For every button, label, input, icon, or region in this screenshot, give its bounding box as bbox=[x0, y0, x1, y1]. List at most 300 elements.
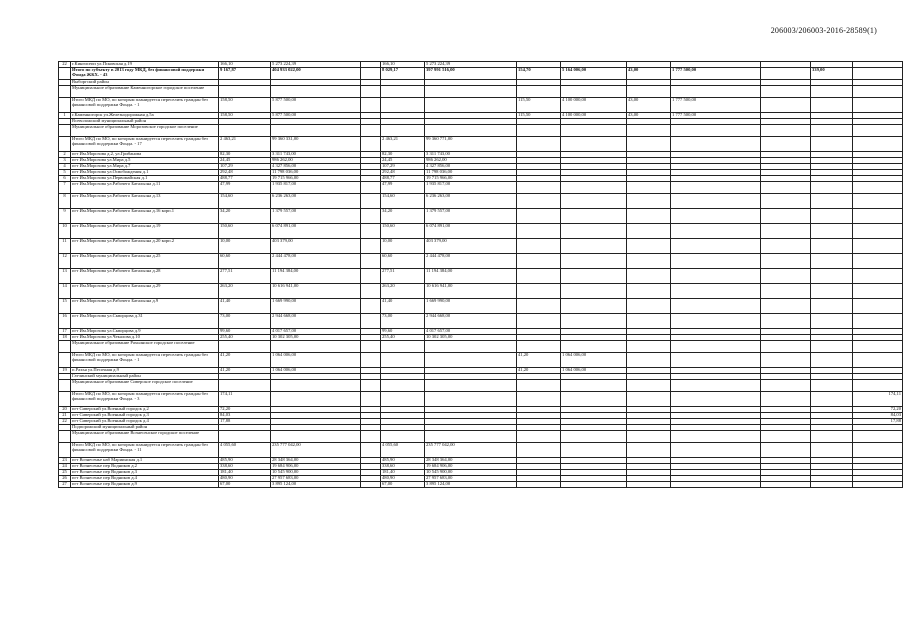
area-col6 bbox=[853, 482, 903, 488]
area-col3 bbox=[517, 137, 561, 152]
table-row bbox=[59, 284, 903, 299]
area-col2: 292,48 bbox=[381, 170, 425, 176]
address-cell: пгт Им.Морозова ул.Чекалова д.10 bbox=[71, 335, 219, 341]
area-col3: 41,20 bbox=[517, 368, 561, 374]
area-total: 67,00 bbox=[219, 482, 271, 488]
row-number: 25 bbox=[59, 470, 71, 476]
area-total bbox=[219, 341, 271, 353]
empty-cell bbox=[361, 392, 381, 407]
cost-col2: 3 311 743,00 bbox=[425, 152, 517, 158]
area-col2: 82,30 bbox=[381, 152, 425, 158]
table-row bbox=[59, 431, 903, 443]
area-col5 bbox=[811, 482, 853, 488]
area-total: 263,20 bbox=[219, 284, 271, 299]
row-number: 22 bbox=[59, 62, 71, 68]
area-col6 bbox=[853, 209, 903, 224]
cost-col3 bbox=[561, 137, 627, 152]
table-row bbox=[59, 209, 903, 224]
cost-col2: 5 273 224,39 bbox=[425, 62, 517, 68]
area-col2: 2 463,21 bbox=[381, 137, 425, 152]
area-col4: 43,00 bbox=[627, 68, 671, 80]
area-col6 bbox=[853, 254, 903, 269]
table-row bbox=[59, 68, 903, 80]
area-total: 10,00 bbox=[219, 239, 271, 254]
address-cell: п.Рахья ул.Песочная д.9 bbox=[71, 368, 219, 374]
address-cell: пгт Им.Морозова ул.Рабочего Батальона д.28 bbox=[71, 269, 219, 284]
area-col6 bbox=[853, 380, 903, 392]
address-cell: пгт Им.Морозова ул.Мира д.7 bbox=[71, 164, 219, 170]
table-row bbox=[59, 254, 903, 269]
cost-col2 bbox=[425, 98, 517, 113]
table-row bbox=[59, 182, 903, 194]
area-col6 bbox=[853, 182, 903, 194]
row-number bbox=[59, 125, 71, 137]
table-row bbox=[59, 224, 903, 239]
area-total: 41,40 bbox=[219, 299, 271, 314]
area-col4 bbox=[627, 353, 671, 368]
empty-cell bbox=[361, 125, 381, 137]
cost-total bbox=[271, 380, 361, 392]
cost-col4 bbox=[671, 182, 761, 194]
area-col2: 10,00 bbox=[381, 239, 425, 254]
area-total: 72,20 bbox=[219, 407, 271, 413]
area-col2: 485,90 bbox=[381, 458, 425, 464]
area-col5 bbox=[811, 137, 853, 152]
area-col4 bbox=[627, 224, 671, 239]
row-number: 17 bbox=[59, 329, 71, 335]
row-number: 3 bbox=[59, 158, 71, 164]
cost-col4 bbox=[671, 341, 761, 353]
cost-col2: 2 944 668,00 bbox=[425, 314, 517, 329]
cost-total: 1 379 557,00 bbox=[271, 209, 361, 224]
cost-total bbox=[271, 125, 361, 137]
row-number: 10 bbox=[59, 224, 71, 239]
cost-total: 235 777 042,00 bbox=[271, 443, 361, 458]
row-number: 1 bbox=[59, 113, 71, 119]
table-row bbox=[59, 353, 903, 368]
empty-cell bbox=[761, 380, 811, 392]
area-col5 bbox=[811, 380, 853, 392]
cost-total: 403 379,00 bbox=[271, 239, 361, 254]
row-number: 22 bbox=[59, 419, 71, 425]
cost-col2: 1 935 817,00 bbox=[425, 182, 517, 194]
cost-col2 bbox=[425, 125, 517, 137]
cost-col2: 99 360 771,00 bbox=[425, 137, 517, 152]
cost-total: 1 064 006,00 bbox=[271, 368, 361, 374]
address-cell: Гатчинский муниципальный район bbox=[71, 374, 219, 380]
area-col2: 277,51 bbox=[381, 269, 425, 284]
cost-total bbox=[271, 392, 361, 407]
cost-total bbox=[271, 86, 361, 98]
table-body bbox=[59, 62, 903, 488]
empty-cell bbox=[761, 254, 811, 269]
area-total: 2 463,21 bbox=[219, 137, 271, 152]
area-col5 bbox=[811, 299, 853, 314]
row-number: 4 bbox=[59, 164, 71, 170]
empty-cell bbox=[361, 299, 381, 314]
cost-col4 bbox=[671, 254, 761, 269]
table-row bbox=[59, 239, 903, 254]
area-col6: 174,11 bbox=[853, 392, 903, 407]
cost-col3: 4 100 000,00 bbox=[561, 98, 627, 113]
address-cell: пгт Им.Морозова ул.Рабочего Батальона д.13 bbox=[71, 194, 219, 209]
address-cell: пгт Им.Морозова ул.Рабочего Батальона д.9 bbox=[71, 299, 219, 314]
empty-cell bbox=[761, 353, 811, 368]
cost-col3 bbox=[561, 125, 627, 137]
table-row bbox=[59, 269, 903, 284]
area-col6 bbox=[853, 431, 903, 443]
cost-col3 bbox=[561, 314, 627, 329]
table-row bbox=[59, 392, 903, 407]
cost-col3 bbox=[561, 269, 627, 284]
area-col3: 115,50 bbox=[517, 113, 561, 119]
row-number: 9 bbox=[59, 209, 71, 224]
cost-col3 bbox=[561, 86, 627, 98]
area-col3 bbox=[517, 224, 561, 239]
area-col4 bbox=[627, 299, 671, 314]
cost-col3 bbox=[561, 224, 627, 239]
area-total: 60,60 bbox=[219, 254, 271, 269]
resettlement-table bbox=[58, 61, 903, 488]
address-cell: пгт Им.Морозова ул.Рабочего Батальона д.20 корп.2 bbox=[71, 239, 219, 254]
area-total: 488,77 bbox=[219, 176, 271, 182]
address-cell: пгт Им.Морозова ул.Мира д.5 bbox=[71, 158, 219, 164]
address-cell: пгт Им.Морозова д.2, ул.Грибанова bbox=[71, 152, 219, 158]
empty-cell bbox=[361, 380, 381, 392]
cost-total: 986 262,00 bbox=[271, 158, 361, 164]
cost-col4 bbox=[671, 431, 761, 443]
area-total: 41,20 bbox=[219, 353, 271, 368]
address-cell: пгт Им.Морозова ул.Первомайская д.1 bbox=[71, 176, 219, 182]
empty-cell bbox=[761, 182, 811, 194]
area-col2: 338,60 bbox=[381, 464, 425, 470]
area-col4 bbox=[627, 125, 671, 137]
area-col2: 107,29 bbox=[381, 164, 425, 170]
area-total bbox=[219, 380, 271, 392]
row-number: 7 bbox=[59, 182, 71, 194]
address-cell: пгт Им.Морозова ул.Скворцова д.9 bbox=[71, 329, 219, 335]
cost-col3 bbox=[561, 299, 627, 314]
row-number bbox=[59, 98, 71, 113]
document-id: 206003/206003-2016-28589(1) bbox=[770, 26, 877, 35]
area-col5 bbox=[811, 269, 853, 284]
area-col4 bbox=[627, 314, 671, 329]
empty-cell bbox=[761, 68, 811, 80]
empty-cell bbox=[361, 194, 381, 209]
cost-col2: 10 545 900,00 bbox=[425, 470, 517, 476]
area-col4: 43,00 bbox=[627, 98, 671, 113]
cost-col2: 10 616 941,00 bbox=[425, 284, 517, 299]
area-total: 47,99 bbox=[219, 182, 271, 194]
address-cell: Итого МКД по МО, по которым планируется переселить граждан без финансовой поддержки Фонда. - 1 bbox=[71, 353, 219, 368]
area-col5 bbox=[811, 254, 853, 269]
area-col2: 154,60 bbox=[381, 194, 425, 209]
cost-col3 bbox=[561, 431, 627, 443]
empty-cell bbox=[761, 314, 811, 329]
table-row bbox=[59, 314, 903, 329]
area-col2 bbox=[381, 392, 425, 407]
area-col5 bbox=[811, 209, 853, 224]
address-cell: г.Кингисепп ул.Псковская д.19 bbox=[71, 62, 219, 68]
row-number bbox=[59, 443, 71, 458]
cost-col4 bbox=[671, 482, 761, 488]
cost-col3 bbox=[561, 482, 627, 488]
cost-total: 1 064 006,00 bbox=[271, 353, 361, 368]
table-row bbox=[59, 341, 903, 353]
area-col5 bbox=[811, 239, 853, 254]
area-col6 bbox=[853, 341, 903, 353]
cost-col2: 4 017 657,00 bbox=[425, 329, 517, 335]
area-total: 41,20 bbox=[219, 368, 271, 374]
address-cell: Итого МКД по МО, по которым планируется переселить граждан без финансовой поддержки Фонда. - 3 bbox=[71, 392, 219, 407]
empty-cell bbox=[761, 137, 811, 152]
area-col2 bbox=[381, 431, 425, 443]
area-total bbox=[219, 86, 271, 98]
cost-total: 1 669 990,00 bbox=[271, 299, 361, 314]
area-col3 bbox=[517, 482, 561, 488]
cost-total: 10 302 305,00 bbox=[271, 335, 361, 341]
address-cell: пгт Им.Морозова ул.Рабочего Батальона д.25 bbox=[71, 254, 219, 269]
area-col2 bbox=[381, 341, 425, 353]
empty-cell bbox=[761, 269, 811, 284]
empty-cell bbox=[761, 194, 811, 209]
area-col5 bbox=[811, 86, 853, 98]
row-number bbox=[59, 380, 71, 392]
area-col6 bbox=[853, 137, 903, 152]
area-col5 bbox=[811, 284, 853, 299]
cost-col3 bbox=[561, 254, 627, 269]
cost-col4 bbox=[671, 353, 761, 368]
address-cell: пгт Вознесенье наб Мариинская д.1 bbox=[71, 458, 219, 464]
area-col4 bbox=[627, 194, 671, 209]
area-col3 bbox=[517, 182, 561, 194]
area-col2: 181,40 bbox=[381, 470, 425, 476]
empty-cell bbox=[361, 224, 381, 239]
area-col6 bbox=[853, 284, 903, 299]
address-cell: пгт Вознесенье пер Водников д.9 bbox=[71, 482, 219, 488]
area-col6 bbox=[853, 269, 903, 284]
cost-col4 bbox=[671, 137, 761, 152]
area-col2: 263,20 bbox=[381, 284, 425, 299]
cost-total: 99 360 331,00 bbox=[271, 137, 361, 152]
empty-cell bbox=[761, 443, 811, 458]
area-total: 9 167,87 bbox=[219, 68, 271, 80]
cost-col3: 1 064 006,00 bbox=[561, 368, 627, 374]
address-cell: Муниципальное образование Каменногорское городское поселение bbox=[71, 86, 219, 98]
area-col3 bbox=[517, 314, 561, 329]
cost-col2: 11 194 384,00 bbox=[425, 269, 517, 284]
address-cell: пгт Сиверский ул.Военный городок д.3 bbox=[71, 413, 219, 419]
address-cell: Всеволожский муниципальный район bbox=[71, 119, 219, 125]
address-cell: Итого МКД по МО, по которым планируется переселить граждан без финансовой поддержки Фонда. - 17 bbox=[71, 137, 219, 152]
row-number: 6 bbox=[59, 176, 71, 182]
row-number bbox=[59, 353, 71, 368]
area-col4 bbox=[627, 137, 671, 152]
cost-col2: 19 684 906,00 bbox=[425, 464, 517, 470]
area-col3 bbox=[517, 269, 561, 284]
area-col2: 24,45 bbox=[381, 158, 425, 164]
cost-total: 1 935 817,00 bbox=[271, 182, 361, 194]
row-number: 16 bbox=[59, 314, 71, 329]
cost-col2 bbox=[425, 341, 517, 353]
empty-cell bbox=[361, 137, 381, 152]
area-col4 bbox=[627, 284, 671, 299]
row-number: 2 bbox=[59, 152, 71, 158]
empty-cell bbox=[761, 125, 811, 137]
area-col5 bbox=[811, 353, 853, 368]
area-col3 bbox=[517, 284, 561, 299]
area-col2 bbox=[381, 86, 425, 98]
empty-cell bbox=[761, 482, 811, 488]
area-col4 bbox=[627, 209, 671, 224]
cost-total: 3 895 124,00 bbox=[271, 482, 361, 488]
area-col4 bbox=[627, 239, 671, 254]
area-total: 150,60 bbox=[219, 224, 271, 239]
area-col4 bbox=[627, 254, 671, 269]
cost-total: 11 798 036,00 bbox=[271, 170, 361, 176]
empty-cell bbox=[761, 239, 811, 254]
empty-cell bbox=[361, 269, 381, 284]
table-row bbox=[59, 380, 903, 392]
area-total: 99,60 bbox=[219, 329, 271, 335]
cost-col2: 986 262,00 bbox=[425, 158, 517, 164]
cost-col3 bbox=[561, 341, 627, 353]
address-cell: пгт Им.Морозова ул.Рабочего Батальона д.11 bbox=[71, 182, 219, 194]
cost-col4 bbox=[671, 125, 761, 137]
area-col3: 41,20 bbox=[517, 353, 561, 368]
area-col3 bbox=[517, 125, 561, 137]
cost-col3: 4 100 000,00 bbox=[561, 113, 627, 119]
empty-cell bbox=[361, 98, 381, 113]
address-cell: пгт Сиверский ул.Военный городок д.4 bbox=[71, 419, 219, 425]
empty-cell bbox=[361, 182, 381, 194]
area-col2: 488,77 bbox=[381, 176, 425, 182]
empty-cell bbox=[361, 353, 381, 368]
empty-cell bbox=[761, 392, 811, 407]
area-col3 bbox=[517, 194, 561, 209]
cost-total bbox=[271, 341, 361, 353]
cost-col2 bbox=[425, 431, 517, 443]
cost-col4 bbox=[671, 209, 761, 224]
area-total: 17,88 bbox=[219, 419, 271, 425]
row-number: 18 bbox=[59, 335, 71, 341]
row-number: 8 bbox=[59, 194, 71, 209]
area-col6 bbox=[853, 86, 903, 98]
row-number: 23 bbox=[59, 458, 71, 464]
address-cell: пгт Вознесенье пер Водников д.4 bbox=[71, 476, 219, 482]
cost-col2: 397 991 516,00 bbox=[425, 68, 517, 80]
cost-col2: 3 895 124,00 bbox=[425, 482, 517, 488]
empty-cell bbox=[361, 209, 381, 224]
cost-col4 bbox=[671, 443, 761, 458]
cost-col4 bbox=[671, 224, 761, 239]
cost-col4 bbox=[671, 299, 761, 314]
empty-cell bbox=[361, 431, 381, 443]
empty-cell bbox=[761, 341, 811, 353]
area-col3 bbox=[517, 443, 561, 458]
empty-cell bbox=[361, 239, 381, 254]
area-total: 84,03 bbox=[219, 413, 271, 419]
cost-col2: 11 798 036,00 bbox=[425, 170, 517, 176]
area-col2: 41,40 bbox=[381, 299, 425, 314]
area-col5 bbox=[811, 194, 853, 209]
cost-total: 5 273 224,39 bbox=[271, 62, 361, 68]
area-total: 485,90 bbox=[219, 458, 271, 464]
area-col6: 72,20 bbox=[853, 407, 903, 413]
address-cell: Итого по субъекту в 2013 году МКД, без финансовой поддержки Фонда ЖКХ. - 43 bbox=[71, 68, 219, 80]
area-col2: 150,60 bbox=[381, 224, 425, 239]
row-number: 5 bbox=[59, 170, 71, 176]
area-col6 bbox=[853, 443, 903, 458]
cost-col3 bbox=[561, 182, 627, 194]
cost-total: 28 348 364,00 bbox=[271, 458, 361, 464]
cost-col3 bbox=[561, 209, 627, 224]
cost-col3 bbox=[561, 194, 627, 209]
cost-col2 bbox=[425, 392, 517, 407]
cost-col4: 1 777 500,00 bbox=[671, 98, 761, 113]
cost-col2: 10 302 305,00 bbox=[425, 335, 517, 341]
area-col2: 47,99 bbox=[381, 182, 425, 194]
address-cell: Муниципальное образование Вознесенское городское поселение bbox=[71, 431, 219, 443]
area-col3 bbox=[517, 392, 561, 407]
row-number: 24 bbox=[59, 464, 71, 470]
cost-col3 bbox=[561, 239, 627, 254]
table-row bbox=[59, 443, 903, 458]
area-col3 bbox=[517, 299, 561, 314]
area-col3 bbox=[517, 86, 561, 98]
row-number: 19 bbox=[59, 368, 71, 374]
area-col5 bbox=[811, 125, 853, 137]
row-number bbox=[59, 86, 71, 98]
cost-col4 bbox=[671, 269, 761, 284]
empty-cell bbox=[361, 443, 381, 458]
cost-total: 6 236 263,00 bbox=[271, 194, 361, 209]
row-number bbox=[59, 392, 71, 407]
area-col2 bbox=[381, 98, 425, 113]
cost-col4: 1 777 500,00 bbox=[671, 68, 761, 80]
area-total: 4 055,60 bbox=[219, 443, 271, 458]
area-col5 bbox=[811, 98, 853, 113]
row-number bbox=[59, 137, 71, 152]
area-col2 bbox=[381, 125, 425, 137]
cost-col4 bbox=[671, 194, 761, 209]
cost-total: 27 957 683,00 bbox=[271, 476, 361, 482]
row-number bbox=[59, 68, 71, 80]
area-col5: 339,00 bbox=[811, 68, 853, 80]
row-number bbox=[59, 341, 71, 353]
area-col3 bbox=[517, 380, 561, 392]
area-total: 277,51 bbox=[219, 269, 271, 284]
area-col6 bbox=[853, 125, 903, 137]
area-col3: 154,70 bbox=[517, 68, 561, 80]
cost-col3 bbox=[561, 284, 627, 299]
empty-cell bbox=[761, 98, 811, 113]
area-col4 bbox=[627, 380, 671, 392]
area-total: 480,90 bbox=[219, 476, 271, 482]
cost-total bbox=[271, 431, 361, 443]
cost-col2: 6 074 891,00 bbox=[425, 224, 517, 239]
area-col4 bbox=[627, 182, 671, 194]
cost-total: 404 933 022,00 bbox=[271, 68, 361, 80]
cost-total: 5 877 500,00 bbox=[271, 113, 361, 119]
area-col4 bbox=[627, 392, 671, 407]
address-cell: пгт Им.Морозова ул.Рабочего Батальона д.16 корп.1 bbox=[71, 209, 219, 224]
table-row bbox=[59, 194, 903, 209]
cost-col2: 2 444 478,00 bbox=[425, 254, 517, 269]
area-total: 107,29 bbox=[219, 164, 271, 170]
address-cell: Итого МКД по МО, по которым планируется переселить граждан без финансовой поддержки Фонда. - 1 bbox=[71, 98, 219, 113]
area-col2: 60,60 bbox=[381, 254, 425, 269]
